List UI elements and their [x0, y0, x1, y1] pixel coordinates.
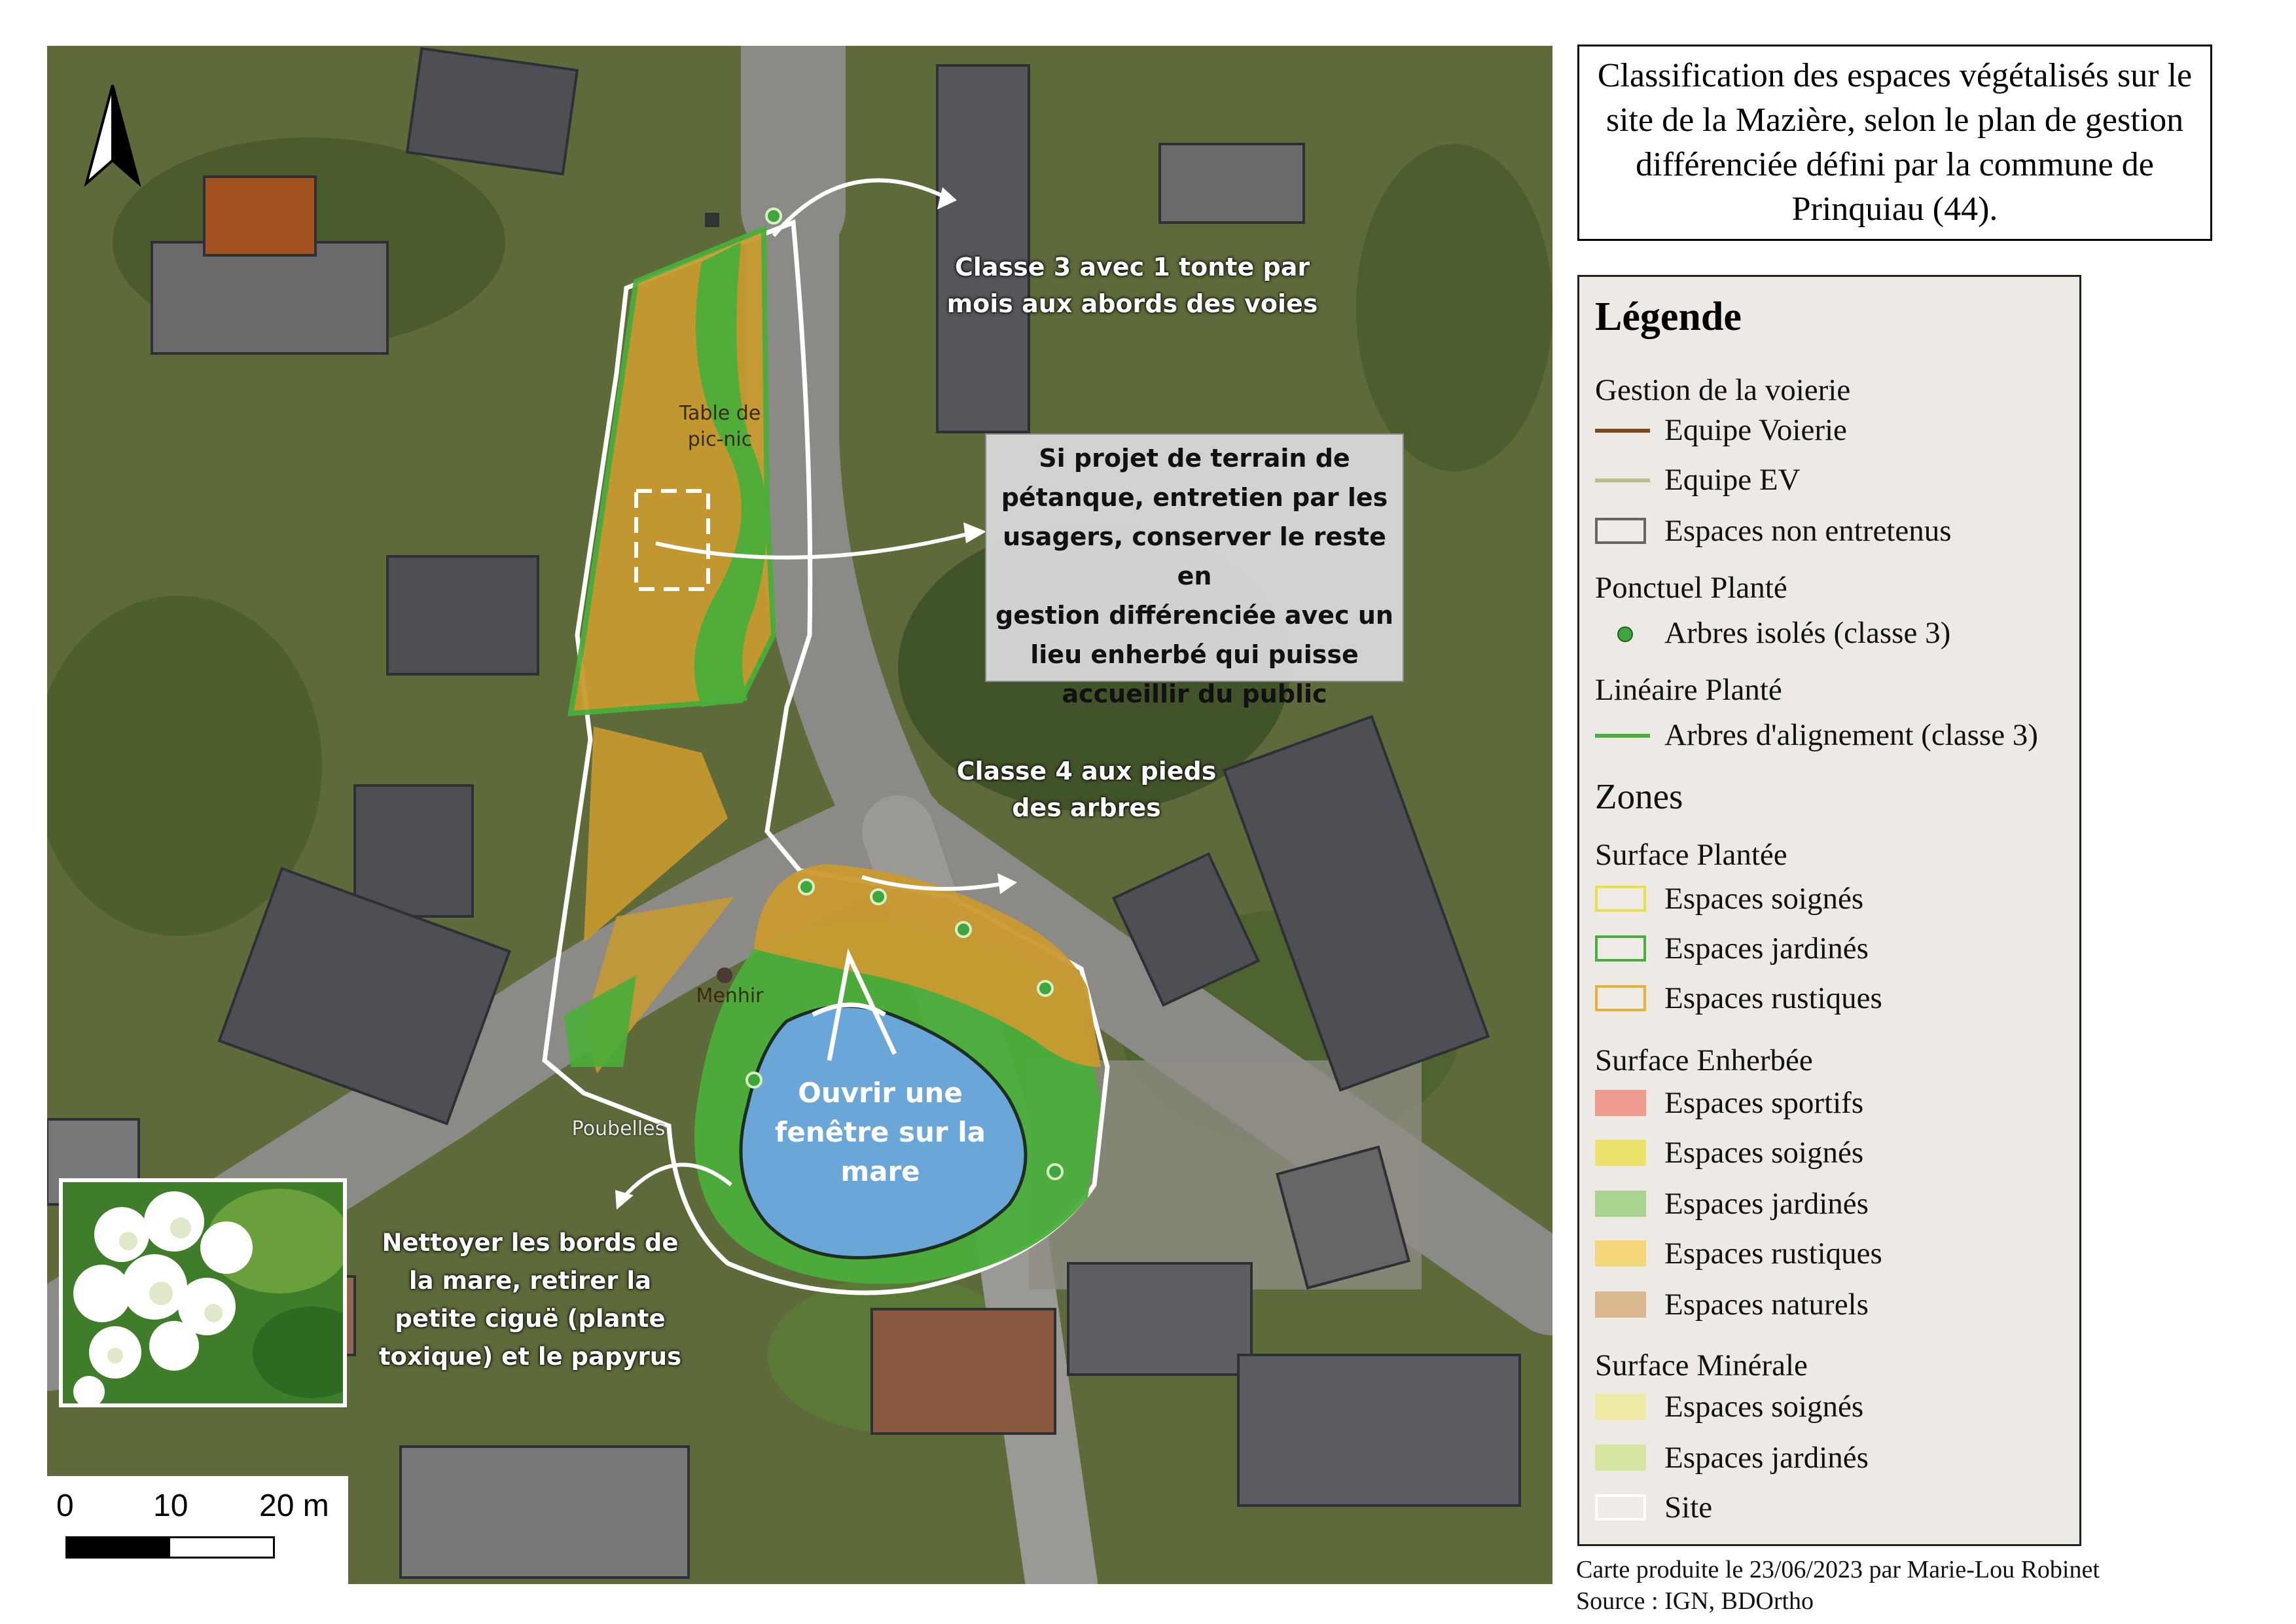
scale-bar [47, 1476, 348, 1584]
legend-item-equipe-ev [1595, 460, 1801, 499]
legend-item-plantee-rustiques [1595, 979, 1882, 1018]
tree-icon [1038, 981, 1052, 996]
credits-source: Source : IGN, BDOrtho [1576, 1587, 1814, 1615]
annotation-line: petite ciguë (plante [395, 1305, 666, 1333]
annotation-line: lieu enherbé qui puisse [1030, 640, 1359, 669]
label-poubelles: Poubelles [571, 1117, 666, 1140]
legend-item-equipe-voierie [1595, 410, 1847, 450]
legend-label: Espaces rustiques [1664, 1236, 1882, 1271]
box-symbol-icon [1595, 1291, 1646, 1318]
annotation-line: usagers, conserver le reste en [1003, 522, 1386, 590]
legend-label: Espaces jardinés [1664, 931, 1869, 965]
annotation-line: toxique) et le papyrus [378, 1343, 682, 1371]
box-symbol-icon [1595, 886, 1646, 912]
legend-label: Espaces sportifs [1664, 1086, 1864, 1120]
tree-dot-icon [1617, 626, 1633, 642]
legend-panel [1577, 275, 2081, 1546]
annotation-line: Ouvrir une [798, 1077, 963, 1109]
box-symbol-icon [1595, 1445, 1646, 1471]
legend-item-plantee-soignes [1595, 879, 1863, 918]
legend-label: Arbres d'alignement (classe 3) [1664, 718, 2038, 752]
tree-icon [1048, 1164, 1062, 1179]
box-symbol-icon [1595, 1494, 1646, 1521]
legend-label: Site [1664, 1490, 1713, 1525]
box-symbol-icon [1595, 1240, 1646, 1267]
box-symbol-icon [1595, 1090, 1646, 1116]
legend-section-voirie: Gestion de la voierie [1595, 373, 1851, 407]
legend-label: Espaces soignés [1664, 1390, 1864, 1424]
cigue-photo-icon [63, 1182, 343, 1403]
picnic-table-marker [705, 213, 719, 227]
legend-label: Espaces non entretenus [1664, 514, 1952, 548]
legend-item-arbres-alignement [1595, 715, 2038, 755]
legend-item-arbres-isoles [1595, 613, 1950, 653]
map-credits [1576, 1554, 2100, 1617]
box-symbol-icon [1595, 518, 1646, 544]
credits-author: Carte produite le 23/06/2023 par Marie-Lou Robinet [1576, 1556, 2100, 1583]
legend-item-plantee-jardines [1595, 929, 1869, 968]
label-line: pic-nic [687, 428, 753, 451]
line-symbol-icon [1595, 478, 1650, 482]
legend-item-non-entretenus [1595, 511, 1952, 550]
box-symbol-icon [1595, 1140, 1646, 1166]
tree-icon [956, 922, 971, 937]
legend-section-lineaire: Linéaire Planté [1595, 673, 1782, 707]
scale-label: 0 [56, 1489, 74, 1523]
box-symbol-icon [1595, 1191, 1646, 1217]
legend-item-minerale-jardines [1595, 1438, 1869, 1477]
legend-label: Arbres isolés (classe 3) [1664, 616, 1951, 650]
legend-item-minerale-soignes [1595, 1387, 1863, 1426]
annotation-line: Si projet de terrain de [1039, 444, 1350, 473]
annotation-line: pétanque, entretien par les [1001, 483, 1388, 512]
legend-item-enherbee-soignes [1595, 1133, 1863, 1172]
scale-bar-graphic [65, 1536, 275, 1559]
annotation-line: Classe 3 avec 1 tonte par [954, 253, 1310, 281]
annotation-nettoyer [367, 1224, 694, 1376]
legend-section-minerale: Surface Minérale [1595, 1348, 1808, 1382]
annotation-mare [743, 1074, 1018, 1191]
annotation-line: fenêtre sur la [774, 1116, 986, 1148]
tree-icon [871, 890, 886, 904]
tree-icon [799, 880, 814, 894]
annotation-line: mare [840, 1155, 920, 1187]
annotation-line: accueillir du public [1062, 679, 1327, 708]
legend-label: Espaces jardinés [1664, 1441, 1869, 1475]
label-line: Table de [679, 402, 761, 425]
tree-icon [766, 209, 781, 223]
line-symbol-icon [1595, 734, 1650, 738]
annotation-line: Classe 4 aux pieds [956, 757, 1217, 785]
label-menhir: Menhir [696, 984, 764, 1007]
legend-item-site [1595, 1488, 1712, 1527]
annotation-line: mois aux abords des voies [946, 289, 1318, 318]
label-picnic-table [668, 401, 772, 453]
legend-label: Espaces rustiques [1664, 981, 1882, 1015]
annotation-line: des arbres [1012, 793, 1161, 822]
scale-label: 20 m [259, 1489, 329, 1523]
scale-label: 10 [153, 1489, 188, 1523]
legend-section-ponctuel: Ponctuel Planté [1595, 571, 1787, 605]
map-title: Classification des espaces végétalisés sur le site de la Mazière, selon le plan de gestion différenciée défini par la commune de Prinquiau (44). [1577, 45, 2212, 241]
legend-item-enherbee-naturels [1595, 1285, 1869, 1324]
plant-photo [59, 1178, 347, 1407]
line-symbol-icon [1595, 429, 1650, 433]
box-symbol-icon [1595, 1394, 1646, 1420]
legend-item-enherbee-sportifs [1595, 1083, 1863, 1123]
legend-section-plantee: Surface Plantée [1595, 838, 1787, 872]
legend-item-enherbee-rustiques [1595, 1234, 1882, 1273]
annotation-line: Nettoyer les bords de [382, 1229, 679, 1257]
box-symbol-icon [1595, 935, 1646, 962]
legend-label: Equipe EV [1664, 463, 1801, 497]
legend-label: Espaces naturels [1664, 1288, 1869, 1322]
legend-title: Légende [1595, 295, 1742, 339]
annotation-classe4 [942, 753, 1230, 826]
menhir-marker [717, 967, 732, 983]
legend-label: Espaces soignés [1664, 1136, 1864, 1170]
annotation-petanque [985, 433, 1404, 708]
legend-section-zones: Zones [1595, 776, 1683, 816]
annotation-line: la mare, retirer la [408, 1267, 652, 1295]
annotation-classe3 [942, 249, 1322, 322]
legend-label: Espaces soignés [1664, 882, 1864, 916]
box-symbol-icon [1595, 985, 1646, 1011]
annotation-line: gestion différenciée avec un [996, 601, 1393, 630]
legend-label: Equipe Voierie [1664, 413, 1847, 447]
legend-label: Espaces jardinés [1664, 1187, 1869, 1221]
legend-item-enherbee-jardines [1595, 1184, 1869, 1223]
legend-section-enherbee: Surface Enherbée [1595, 1043, 1813, 1077]
